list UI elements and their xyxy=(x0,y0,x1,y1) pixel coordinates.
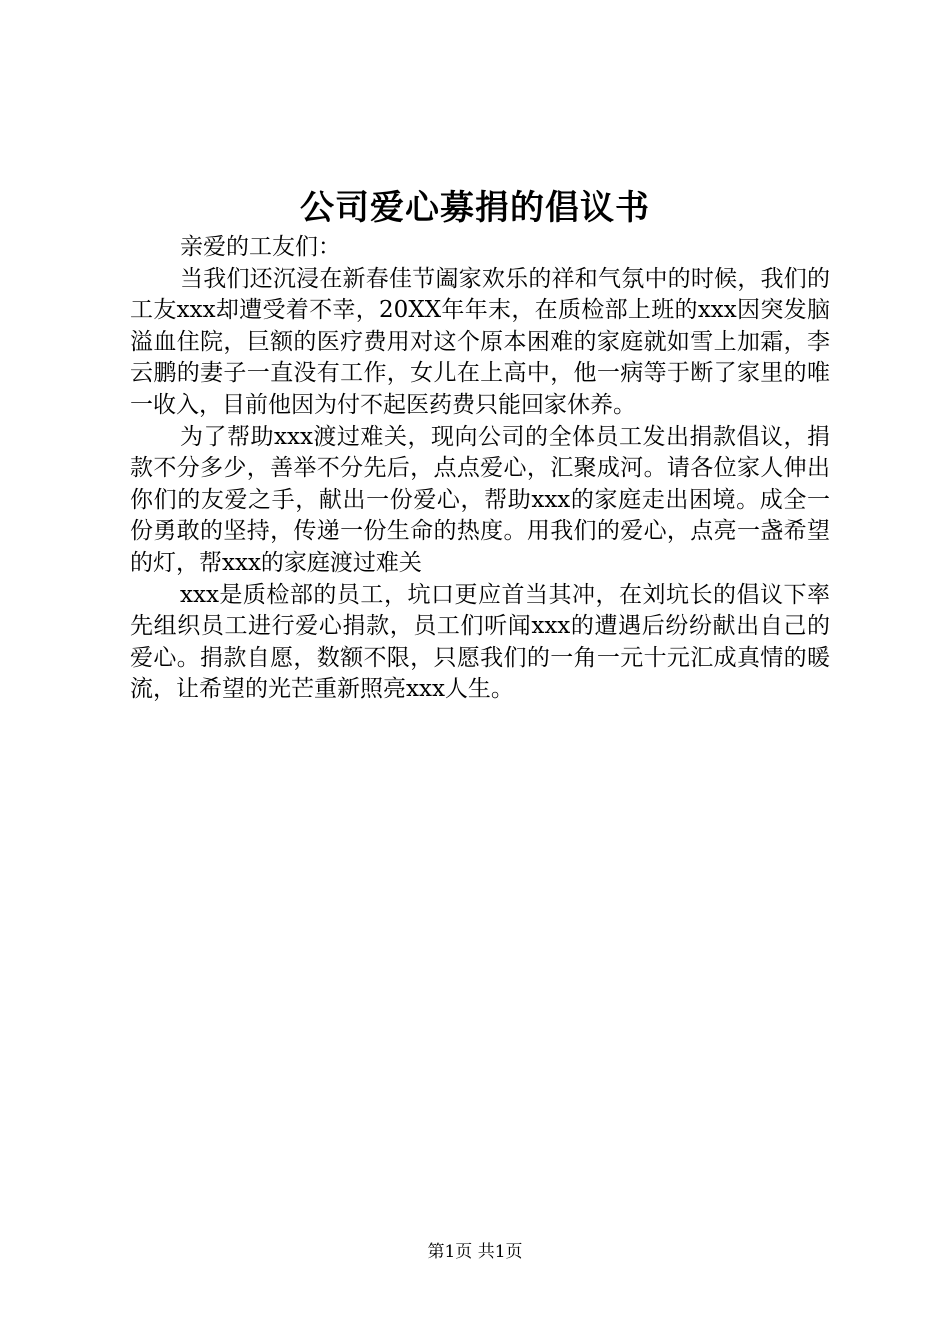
document-body xyxy=(130,232,830,706)
paragraph-3: xxx是质检部的员工，坑口更应首当其冲，在刘坑长的倡议下率先组织员工进行爱心捐款，员工们听闻xxx的遭遇后纷纷献出自己的爱心。捐款自愿，数额不限，只愿我们的一角一元十元汇成真情的暖流，让希望的光芒重新照亮xxx人生。 xyxy=(130,581,830,703)
document-title: 公司爱心募捐的倡议书 xyxy=(300,188,650,228)
salutation: 亲爱的工友们： xyxy=(180,234,341,260)
paragraph-2: 为了帮助xxx渡过难关，现向公司的全体员工发出捐款倡议，捐款不分多少，善举不分先后，点点爱心，汇聚成河。请各位家人伸出你们的友爱之手，献出一份爱心，帮助xxx的家庭走出困境。成全一份勇敢的坚持，传递一份生命的热度。用我们的爱心，点亮一盏希望的灯，帮xxx的家庭渡过难关 xyxy=(130,423,830,576)
page-number-footer: 第1页 共1页 xyxy=(427,1242,523,1262)
paragraph-1: 当我们还沉浸在新春佳节阖家欢乐的祥和气氛中的时候，我们的工友xxx却遭受着不幸，20XX年年末，在质检部上班的xxx因突发脑溢血住院，巨额的医疗费用对这个原本困难的家庭就如雪上加霜，李云鹏的妻子一直没有工作，女儿在上高中，他一病等于断了家里的唯一收入，目前他因为付不起医药费只能回家休养。 xyxy=(130,265,830,418)
